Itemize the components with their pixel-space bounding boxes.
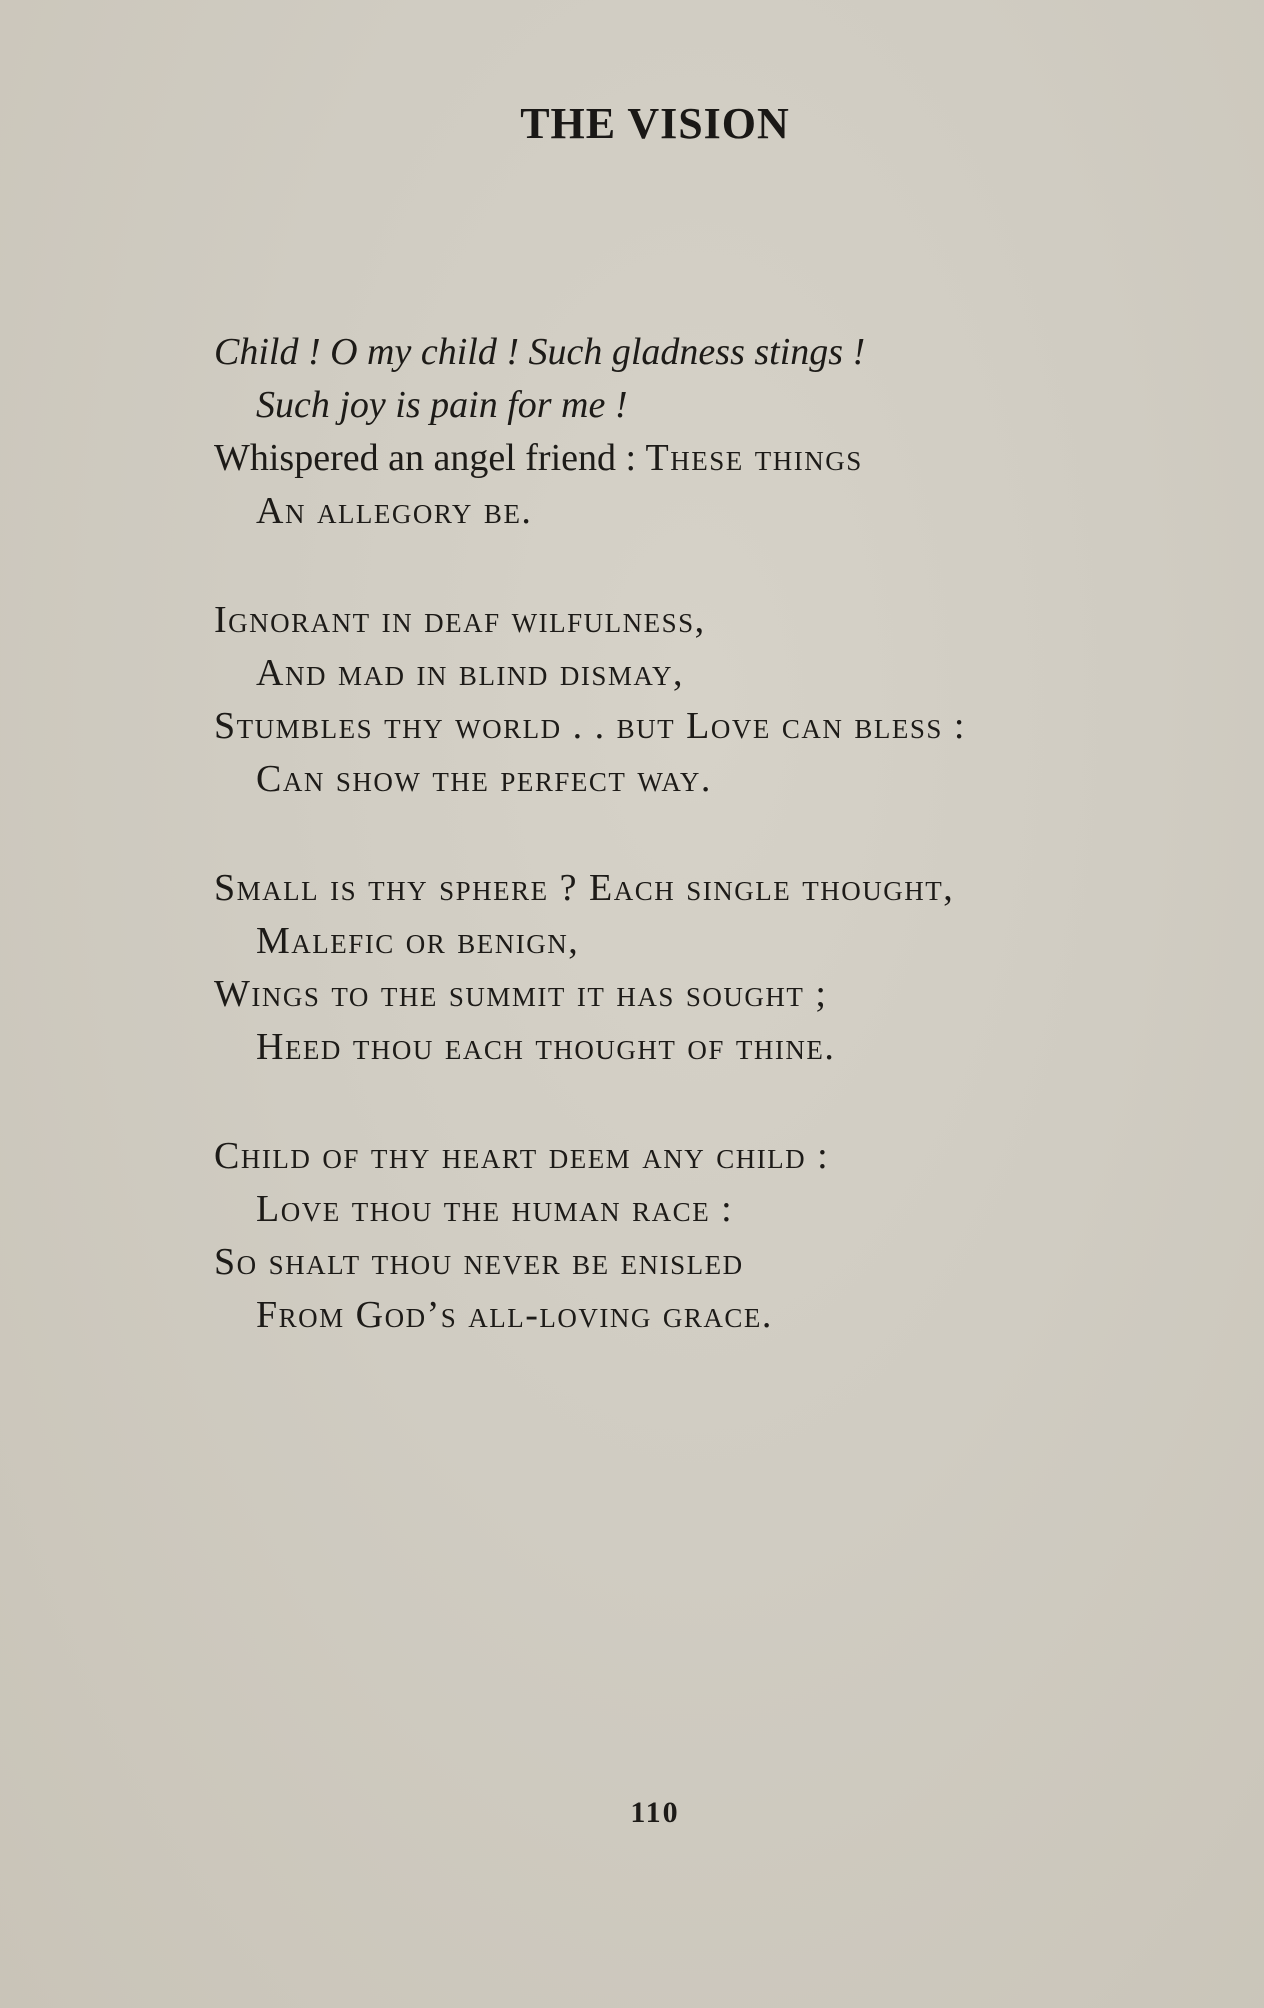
poem-line: Small is thy sphere ? Each single thought, <box>214 867 955 909</box>
poem-line: And mad in blind dismay, <box>256 652 684 694</box>
poem-line-caps: These things <box>645 437 863 479</box>
poem-line: Love thou the human race : <box>256 1188 734 1230</box>
poem <box>214 326 1224 1398</box>
running-head: THE VISION <box>520 99 790 148</box>
poem-line-lead: Whispered an angel friend : <box>214 437 646 479</box>
poem-line: An allegory be. <box>256 490 533 532</box>
poem-line: Wings to the summit it has sought ; <box>214 973 828 1015</box>
poem-line: Stumbles thy world . . but Love can bless : <box>214 705 966 747</box>
stanza-2 <box>214 594 1224 806</box>
stanza-1 <box>214 326 1224 538</box>
poem-line: Child ! O my child ! Such gladness stings ! <box>214 331 866 373</box>
stanza-4 <box>214 1130 1224 1342</box>
poem-line: Ignorant in deaf wilfulness, <box>214 599 706 641</box>
poem-line: Heed thou each thought of thine. <box>256 1026 836 1068</box>
poem-line: Such joy is pain for me ! <box>256 384 628 426</box>
page-number: 110 <box>630 1796 680 1829</box>
poem-line <box>214 432 1224 485</box>
poem-line: Child of thy heart deem any child : <box>214 1135 830 1177</box>
poem-line: Can show the perfect way. <box>256 758 712 800</box>
poem-line: From God’s all-loving grace. <box>256 1294 773 1336</box>
poem-line: So shalt thou never be enisled <box>214 1241 744 1283</box>
stanza-3 <box>214 862 1224 1074</box>
poem-line: Malefic or benign, <box>256 920 580 962</box>
